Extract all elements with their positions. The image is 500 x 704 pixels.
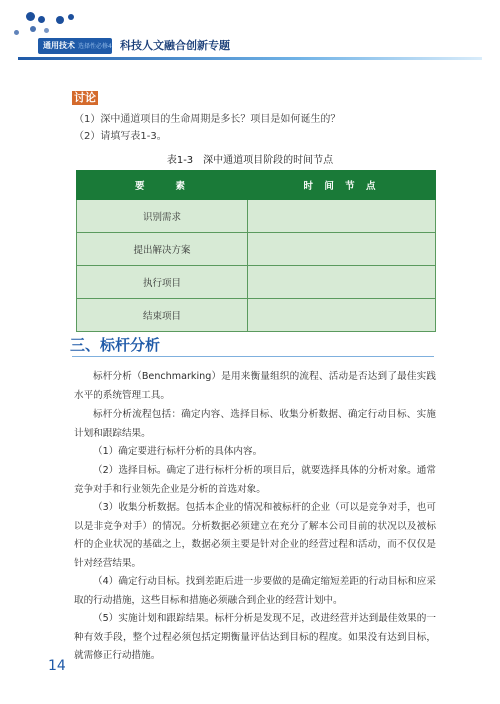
badge-main-text: 通用技术 xyxy=(43,41,75,50)
row-stage: 识别需求 xyxy=(77,200,248,233)
page-number: 14 xyxy=(48,658,66,674)
paragraph: （5）实施计划和跟踪结果。标杆分析是发现不足，改进经营并达到最佳效果的一种有效手段，整个过程必须包括定期衡量评估达到目标的程度。如果没有达到目标，就需修正行动措施。 xyxy=(74,613,436,661)
row-time-cell[interactable] xyxy=(248,233,436,266)
header-divider xyxy=(18,57,482,60)
paragraph: （4）确定行动目标。找到差距后进一步要做的是确定缩短差距的行动目标和应采取的行动措施，这些目标和措施必须融合到企业的经营计划中。 xyxy=(74,576,436,606)
paragraph: 标杆分析流程包括：确定内容、选择目标、收集分析数据、确定行动目标、实施计划和跟踪结果。 xyxy=(74,409,436,439)
paragraph: 标杆分析（Benchmarking）是用来衡量组织的流程、活动是否达到了最佳实践水平的系统管理工具。 xyxy=(74,371,436,401)
discussion-label: 讨论 xyxy=(74,91,96,104)
section-divider xyxy=(72,356,434,357)
row-stage: 结束项目 xyxy=(77,299,248,332)
discussion-question-1: （1）深中通道项目的生命周期是多长？项目是如何诞生的？ xyxy=(74,114,341,125)
table-row xyxy=(77,233,436,266)
header-time: 时 间 节 点 xyxy=(248,171,436,200)
paragraph: （3）收集分析数据。包括本企业的情况和被标杆的企业（可以是竞争对手，也可以是非竞争对手）的情况。分析数据必须建立在充分了解本公司目前的状况以及被标杆的企业状况的基础之上，数据必须主要是针对企业的经营过程和活动，而不仅仅是针对经营结果。 xyxy=(74,502,436,569)
page-header xyxy=(0,0,500,60)
row-time-cell[interactable] xyxy=(248,299,436,332)
paragraph: （2）选择目标。确定了进行标杆分析的项目后，就要选择具体的分析对象。通常竞争对手和行业领先企业是分析的首选对象。 xyxy=(74,465,436,495)
series-badge xyxy=(38,38,112,54)
badge-sub-text: 选择性必修4 xyxy=(78,43,112,50)
table-header-row xyxy=(77,171,436,200)
section-heading: 三、标杆分析 xyxy=(70,336,161,354)
table-row xyxy=(77,200,436,233)
chapter-title: 科技人文融合创新专题 xyxy=(120,39,230,52)
table-caption: 表1-3 深中通道项目阶段的时间节点 xyxy=(166,155,334,166)
row-stage: 执行项目 xyxy=(77,266,248,299)
table-row xyxy=(77,266,436,299)
row-time-cell[interactable] xyxy=(248,266,436,299)
row-time-cell[interactable] xyxy=(248,200,436,233)
decorative-dots-icon xyxy=(0,0,90,40)
stage-table xyxy=(76,170,436,332)
table-row xyxy=(77,299,436,332)
paragraph: （1）确定要进行标杆分析的具体内容。 xyxy=(93,446,263,457)
row-stage: 提出解决方案 xyxy=(77,233,248,266)
discussion-question-2: （2）请填写表1-3。 xyxy=(74,131,167,142)
header-element: 要 素 xyxy=(77,171,248,200)
